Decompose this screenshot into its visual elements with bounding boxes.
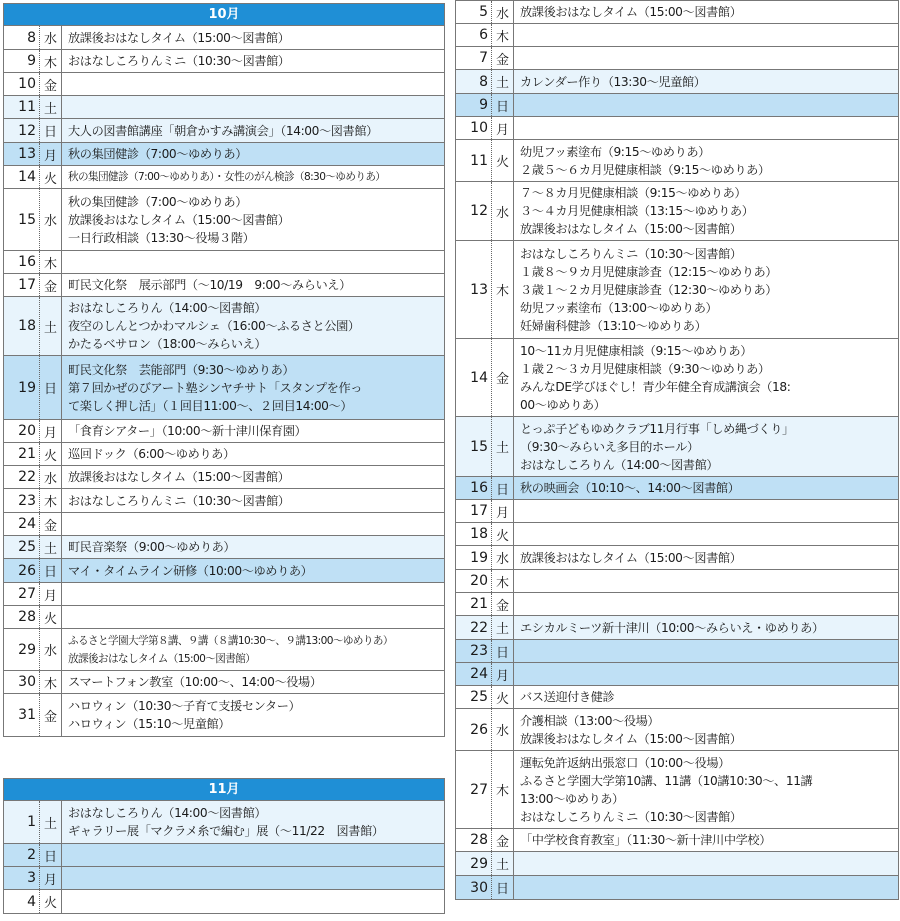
day-number: 15	[470, 438, 488, 455]
calendar-row	[456, 709, 898, 751]
calendar-row	[4, 420, 444, 443]
weekday: 土	[491, 616, 514, 639]
day-number: 11	[18, 99, 36, 115]
day-number: 26	[18, 562, 36, 579]
event-cell	[62, 536, 444, 558]
event-text: 町民音楽祭（9:00～ゆめりあ）	[68, 540, 236, 554]
event-cell	[514, 686, 898, 708]
november-rows-right	[456, 1, 898, 899]
calendar-row	[456, 241, 898, 339]
calendar-row	[4, 96, 444, 119]
day-number: 22	[470, 619, 488, 636]
day-number: 12	[18, 122, 36, 139]
event-cell	[514, 523, 898, 545]
event-text: おはなしころりんミニ（10:30～図書館）	[520, 246, 742, 261]
day-number: 30	[18, 674, 36, 690]
october-header: 10月	[4, 4, 444, 26]
event-cell	[62, 189, 444, 250]
weekday: 日	[491, 477, 514, 499]
calendar-row	[4, 166, 444, 189]
weekday: 日	[491, 640, 514, 662]
day-number: 13	[18, 146, 36, 162]
calendar-row	[4, 251, 444, 274]
event-text: 妊婦歯科健診（13:10～ゆめりあ）	[520, 318, 707, 333]
event-cell	[62, 801, 444, 843]
day-number: 8	[27, 29, 36, 46]
day-number: 9	[27, 53, 36, 69]
event-cell	[514, 709, 898, 750]
day-number: 24	[470, 666, 488, 682]
calendar-row	[4, 297, 444, 356]
event-text: 大人の図書館講座「朝倉かすみ講演会」（14:00～図書館）	[68, 123, 378, 138]
event-cell	[514, 593, 898, 615]
event-text: 10～11カ月児健康相談（9:15～ゆめりあ）	[520, 343, 752, 358]
calendar-row	[4, 26, 444, 50]
weekday: 金	[39, 73, 62, 95]
event-text: マイ・タイムライン研修（10:00～ゆめりあ）	[68, 563, 313, 578]
calendar-row	[4, 629, 444, 671]
weekday: 月	[39, 867, 62, 889]
calendar-row	[4, 143, 444, 166]
calendar-row	[4, 50, 444, 73]
weekday: 木	[491, 24, 514, 46]
day-number: 23	[470, 643, 488, 659]
november-table-right	[455, 0, 899, 900]
weekday: 金	[491, 339, 514, 416]
event-text: スマートフォン教室（10:00～、14:00～役場）	[68, 675, 322, 689]
calendar-row	[456, 523, 898, 546]
event-text: 町民文化祭 芸能部門（9:30～ゆめりあ）	[68, 362, 295, 377]
calendar-row	[4, 606, 444, 629]
day-number: 20	[470, 573, 488, 589]
calendar-row	[456, 140, 898, 182]
event-text: 秋の集団健診（7:00～ゆめりあ）	[68, 147, 248, 161]
calendar-row	[456, 477, 898, 500]
weekday: 木	[39, 671, 62, 693]
weekday: 火	[39, 443, 62, 465]
day-number: 18	[470, 526, 488, 542]
weekday: 日	[491, 94, 514, 116]
weekday: 土	[491, 70, 514, 93]
event-cell	[62, 166, 444, 188]
calendar-row	[456, 70, 898, 94]
weekday: 土	[491, 852, 514, 875]
calendar-row	[456, 829, 898, 852]
weekday: 火	[491, 686, 514, 708]
event-cell	[514, 500, 898, 522]
calendar-row	[4, 513, 444, 536]
day-number: 16	[470, 480, 488, 496]
november-rows-left	[4, 801, 444, 913]
day-number: 15	[18, 211, 36, 228]
event-text: （9:30～みらいえ多目的ホール）	[520, 439, 699, 454]
weekday: 月	[491, 500, 514, 522]
weekday: 木	[39, 251, 62, 273]
calendar-row	[456, 1, 898, 24]
event-cell	[62, 466, 444, 488]
day-number: 25	[470, 689, 488, 705]
event-text: ハロウィン（10:30～子育て支援センター）	[68, 699, 301, 713]
calendar-row	[4, 801, 444, 844]
event-text: 放課後おはなしタイム（15:00～図書館）	[68, 212, 290, 227]
event-cell	[514, 140, 898, 181]
day-number: 23	[18, 492, 36, 509]
event-text: おはなしころりんミニ（10:30～図書館）	[68, 493, 290, 508]
calendar-row	[4, 844, 444, 867]
weekday: 土	[39, 801, 62, 843]
weekday: 火	[491, 523, 514, 545]
calendar-row	[456, 182, 898, 241]
event-cell	[62, 671, 444, 693]
day-number: 21	[470, 596, 488, 612]
day-number: 22	[18, 469, 36, 485]
day-number: 25	[18, 539, 36, 555]
event-cell	[62, 50, 444, 72]
event-cell	[62, 867, 444, 889]
calendar-row	[456, 117, 898, 140]
event-text: 「中学校食育教室」（11:30～新十津川中学校）	[520, 833, 771, 847]
day-number: 9	[479, 97, 488, 113]
weekday: 水	[491, 1, 514, 23]
event-text: とっぷ子どもゆめクラブ11月行事「しめ縄づくり」	[520, 421, 794, 436]
event-cell	[62, 844, 444, 866]
day-number: 4	[27, 893, 36, 910]
event-text: ハロウィン（15:10～児童館）	[68, 717, 231, 731]
calendar-row	[4, 489, 444, 513]
weekday: 月	[39, 143, 62, 165]
event-cell	[514, 751, 898, 828]
event-text: ３～４カ月児健康相談（13:15～ゆめりあ）	[520, 204, 754, 218]
weekday: 日	[39, 844, 62, 866]
event-text: おはなしころりんミニ（10:30～図書館）	[520, 809, 742, 824]
weekday: 金	[491, 829, 514, 851]
event-cell	[514, 663, 898, 685]
day-number: 16	[18, 254, 36, 270]
calendar-row	[4, 867, 444, 890]
event-text: 幼児フッ素塗布（9:15～ゆめりあ）	[520, 144, 710, 159]
event-text: ふるさと学園大学第８講、９講（８講10:30～、９講13:00～ゆめりあ）	[68, 634, 393, 647]
day-number: 19	[18, 379, 36, 396]
event-text: 町民文化祭 展示部門（～10/19 9:00～みらいえ）	[68, 278, 351, 292]
day-number: 20	[18, 423, 36, 439]
event-cell	[514, 829, 898, 851]
calendar-row	[456, 663, 898, 686]
calendar-row	[456, 24, 898, 47]
weekday: 日	[39, 119, 62, 142]
event-text: 放課後おはなしタイム（15:00～図書館）	[68, 30, 290, 45]
day-number: 19	[470, 549, 488, 566]
event-text: 13:00～ゆめりあ）	[520, 791, 624, 806]
event-text: 00～ゆめりあ）	[520, 397, 606, 412]
event-cell	[514, 47, 898, 69]
weekday: 水	[491, 709, 514, 750]
day-number: 17	[470, 503, 488, 519]
day-number: 2	[27, 847, 36, 863]
calendar-row	[456, 500, 898, 523]
november-header: 11月	[4, 779, 444, 801]
day-number: 10	[18, 76, 36, 92]
weekday: 月	[491, 117, 514, 139]
day-number: 18	[18, 318, 36, 334]
calendar-row	[4, 274, 444, 297]
event-cell	[514, 876, 898, 899]
event-cell	[514, 417, 898, 476]
weekday: 金	[491, 593, 514, 615]
event-text: かたるべサロン（18:00～みらいえ）	[68, 337, 267, 351]
weekday: 水	[39, 189, 62, 250]
event-cell	[514, 546, 898, 569]
event-text: １歳２～３カ月児健康相談（9:30～ゆめりあ）	[520, 361, 770, 376]
calendar-row	[4, 189, 444, 251]
day-number: 17	[18, 277, 36, 293]
event-cell	[514, 339, 898, 416]
event-cell	[62, 251, 444, 273]
weekday: 月	[39, 420, 62, 442]
event-text: ２歳５～６カ月児健康相談（9:15～ゆめりあ）	[520, 162, 770, 177]
day-number: 11	[470, 152, 488, 169]
event-cell	[514, 477, 898, 499]
weekday: 金	[39, 694, 62, 736]
day-number: 27	[18, 586, 36, 602]
calendar-row	[456, 94, 898, 117]
weekday: 火	[39, 166, 62, 188]
event-text: みんなDE学びほぐし！青少年健全育成講演会（18:	[520, 379, 791, 394]
event-cell	[62, 297, 444, 355]
day-number: 28	[470, 832, 488, 848]
weekday: 土	[39, 536, 62, 558]
calendar-row	[456, 417, 898, 477]
event-cell	[514, 570, 898, 592]
day-number: 24	[18, 516, 36, 532]
event-text: 一日行政相談（13:30～役場３階）	[68, 230, 255, 245]
event-text: ふるさと学園大学第10講、11講（10講10:30～、11講	[520, 773, 813, 788]
calendar-row	[4, 356, 444, 420]
event-cell	[514, 182, 898, 240]
event-cell	[62, 489, 444, 512]
event-text: 巡回ドック（6:00～ゆめりあ）	[68, 447, 235, 461]
event-text: 秋の集団健診（7:00～ゆめりあ）	[68, 194, 248, 209]
day-number: 29	[470, 855, 488, 872]
weekday: 水	[39, 629, 62, 670]
weekday: 金	[39, 513, 62, 535]
event-cell	[62, 583, 444, 605]
event-cell	[514, 24, 898, 46]
event-text: おはなしころりん（14:00～図書館）	[68, 806, 267, 820]
event-cell	[62, 420, 444, 442]
day-number: 5	[479, 4, 488, 20]
event-cell	[62, 443, 444, 465]
event-cell	[62, 73, 444, 95]
weekday: 土	[491, 417, 514, 476]
day-number: 7	[479, 50, 488, 66]
weekday: 木	[491, 751, 514, 828]
weekday: 木	[491, 570, 514, 592]
weekday: 水	[39, 466, 62, 488]
day-number: 27	[470, 781, 488, 798]
october-rows	[4, 26, 444, 736]
weekday: 水	[39, 26, 62, 49]
calendar-row	[4, 890, 444, 913]
weekday: 火	[491, 140, 514, 181]
day-number: 12	[470, 203, 488, 219]
event-text: 「食育シアター」（10:00～新十津川保育園）	[68, 424, 307, 438]
day-number: 30	[470, 879, 488, 896]
day-number: 26	[470, 721, 488, 738]
event-cell	[62, 694, 444, 736]
weekday: 金	[39, 274, 62, 296]
day-number: 31	[18, 707, 36, 723]
weekday: 日	[491, 876, 514, 899]
calendar-row	[456, 876, 898, 899]
weekday: 木	[491, 241, 514, 338]
calendar-row	[4, 443, 444, 466]
event-cell	[514, 117, 898, 139]
event-text: ３歳１～２カ月児健康診査（12:30～ゆめりあ）	[520, 282, 778, 297]
calendar-row	[456, 47, 898, 70]
day-number: 28	[18, 609, 36, 625]
event-cell	[62, 96, 444, 118]
event-text: ギャラリー展「マクラメ糸で編む」展（～11/22 図書館）	[68, 824, 384, 838]
event-text: おはなしころりんミニ（10:30～図書館）	[68, 54, 290, 68]
weekday: 日	[39, 559, 62, 582]
calendar-row	[4, 466, 444, 489]
calendar-row	[456, 339, 898, 417]
event-text: 秋の集団健診（7:00～ゆめりあ）・女性のがん検診（8:30～ゆめりあ）	[68, 171, 386, 183]
day-number: 3	[27, 870, 36, 886]
event-cell	[514, 94, 898, 116]
day-number: 10	[470, 120, 488, 136]
event-cell	[514, 1, 898, 23]
event-cell	[62, 143, 444, 165]
weekday: 水	[491, 546, 514, 569]
event-cell	[62, 26, 444, 49]
weekday: 火	[39, 890, 62, 913]
day-number: 14	[470, 369, 488, 386]
event-cell	[514, 852, 898, 875]
event-cell	[62, 119, 444, 142]
event-text: エシカルミーツ新十津川（10:00～みらいえ・ゆめりあ）	[520, 620, 824, 635]
event-text: 放課後おはなしタイム（15:00～図書館）	[520, 5, 742, 19]
calendar-row	[456, 546, 898, 570]
day-number: 1	[27, 814, 36, 830]
weekday: 土	[39, 96, 62, 118]
day-number: 21	[18, 446, 36, 462]
calendar-row	[456, 686, 898, 709]
event-text: おはなしころりん（14:00～図書館）	[520, 457, 719, 472]
october-table	[3, 3, 445, 737]
event-text: 放課後おはなしタイム（15:00～図書館）	[520, 222, 742, 236]
november-table-left	[3, 778, 445, 914]
event-text: 第７回かぜのびアート塾シンヤチサト「スタンプを作っ	[68, 380, 363, 395]
event-text: 介護相談（13:00～役場）	[520, 713, 660, 728]
weekday: 金	[491, 47, 514, 69]
event-cell	[62, 629, 444, 670]
day-number: 8	[479, 73, 488, 90]
calendar-row	[4, 119, 444, 143]
event-cell	[514, 241, 898, 338]
weekday: 月	[39, 583, 62, 605]
weekday: 木	[39, 50, 62, 72]
event-cell	[62, 513, 444, 535]
weekday: 日	[39, 356, 62, 419]
day-number: 29	[18, 641, 36, 658]
event-text: 夜空のしんとつかわマルシェ（16:00～ふるさと公園）	[68, 319, 360, 333]
event-cell	[514, 616, 898, 639]
event-text: 運転免許返納出張窓口（10:00～役場）	[520, 755, 730, 770]
event-cell	[62, 559, 444, 582]
event-text: おはなしころりん（14:00～図書館）	[68, 301, 267, 315]
event-cell	[514, 70, 898, 93]
event-text: て楽しく押し活」（１回目11:00～、２回目14:00～）	[68, 398, 353, 413]
calendar-row	[456, 593, 898, 616]
weekday: 土	[39, 297, 62, 355]
event-cell	[62, 356, 444, 419]
event-text: 放課後おはなしタイム（15:00～図書館）	[520, 731, 742, 746]
calendar-row	[4, 73, 444, 96]
weekday: 火	[39, 606, 62, 628]
event-text: 放課後おはなしタイム（15:00～図書館）	[68, 652, 256, 665]
event-text: 秋の映画会（10:10～、14:00～図書館）	[520, 481, 740, 495]
weekday: 水	[491, 182, 514, 240]
event-text: 幼児フッ素塗布（13:00～ゆめりあ）	[520, 300, 718, 315]
event-text: ７～８カ月児健康相談（9:15～ゆめりあ）	[520, 186, 747, 200]
event-text: カレンダー作り（13:30～児童館）	[520, 74, 706, 89]
event-text: 放課後おはなしタイム（15:00～図書館）	[520, 550, 742, 565]
weekday: 木	[39, 489, 62, 512]
event-cell	[62, 274, 444, 296]
weekday: 月	[491, 663, 514, 685]
calendar-row	[4, 559, 444, 583]
event-cell	[62, 890, 444, 913]
event-cell	[62, 606, 444, 628]
calendar-row	[456, 852, 898, 876]
event-text: １歳８～９カ月児健康診査（12:15～ゆめりあ）	[520, 264, 778, 279]
calendar-row	[4, 671, 444, 694]
calendar-row	[456, 616, 898, 640]
event-cell	[514, 640, 898, 662]
calendar-row	[456, 751, 898, 829]
calendar-row	[456, 640, 898, 663]
calendar-row	[456, 570, 898, 593]
day-number: 14	[18, 169, 36, 185]
day-number: 6	[479, 27, 488, 43]
calendar-row	[4, 583, 444, 606]
event-text: バス送迎付き健診	[520, 690, 615, 704]
day-number: 13	[470, 281, 488, 298]
event-text: 放課後おはなしタイム（15:00～図書館）	[68, 470, 290, 484]
calendar-row	[4, 694, 444, 736]
calendar-row	[4, 536, 444, 559]
